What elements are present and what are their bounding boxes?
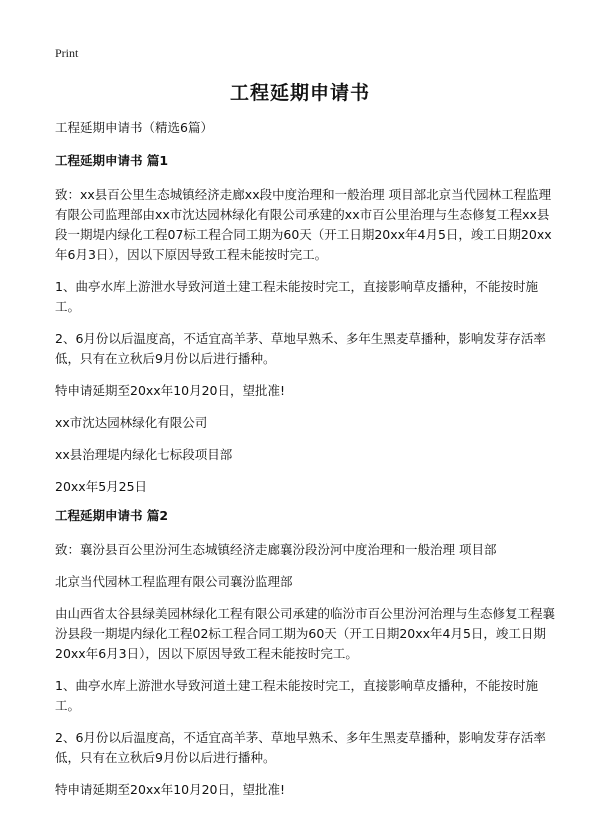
paragraph: 致：襄汾县百公里汾河生态城镇经济走廊襄汾段汾河中度治理和一般治理 项目部 (55, 542, 497, 557)
paragraph: 北京当代园林工程监理有限公司襄汾监理部 (55, 574, 293, 589)
paragraph: 特申请延期至20xx年10月20日，望批准! (55, 383, 286, 398)
paragraph: 1、曲亭水库上游泄水导致河道土建工程未能按时完工，直接影响草皮播种，不能按时施工。 (55, 678, 538, 713)
section-heading-1: 工程延期申请书 篇1 (55, 153, 169, 168)
document-subtitle: 工程延期申请书（精选6篇） (55, 120, 213, 135)
paragraph: 由山西省太谷县绿美园林绿化工程有限公司承建的临汾市百公里汾河治理与生态修复工程襄汾县段一期堤内绿化工程02标工程合同工期为60天（开工日期20xx年4月5日，竣工日期20xx年6月3日），因以下原因导致工程未能按时完工。 (55, 606, 556, 661)
signature-company: xx市沈达园林绿化有限公司 (55, 415, 208, 430)
print-label: Print (55, 46, 79, 60)
paragraph: 致：xx县百公里生态城镇经济走廊xx段中度治理和一般治理 项目部北京当代园林工程监理有限公司监理部由xx市沈达园林绿化有限公司承建的xx市百公里治理与生态修复工程xx县段一期堤内绿化工程07标工程合同工期为60天（开工日期20xx年4月5日，竣工日期20xx年6月3日），因以下原因导致工程未能按时完工。 (55, 187, 552, 262)
signature-department: xx县治理堤内绿化七标段项目部 (55, 447, 233, 462)
signature-date: 20xx年5月25日 (55, 479, 148, 494)
paragraph: 2、6月份以后温度高，不适宜高羊茅、草地早熟禾、多年生黑麦草播种，影响发芽存活率低，只有在立秋后9月份以后进行播种。 (55, 730, 546, 765)
paragraph: 1、曲亭水库上游泄水导致河道土建工程未能按时完工，直接影响草皮播种，不能按时施工。 (55, 279, 538, 314)
section-heading-2: 工程延期申请书 篇2 (55, 508, 169, 523)
paragraph: 特申请延期至20xx年10月20日，望批准! (55, 782, 286, 797)
paragraph: 2、6月份以后温度高，不适宜高羊茅、草地早熟禾、多年生黑麦草播种，影响发芽存活率低，只有在立秋后9月份以后进行播种。 (55, 331, 546, 366)
document-body (55, 118, 555, 812)
document-title: 工程延期申请书 (229, 82, 370, 104)
